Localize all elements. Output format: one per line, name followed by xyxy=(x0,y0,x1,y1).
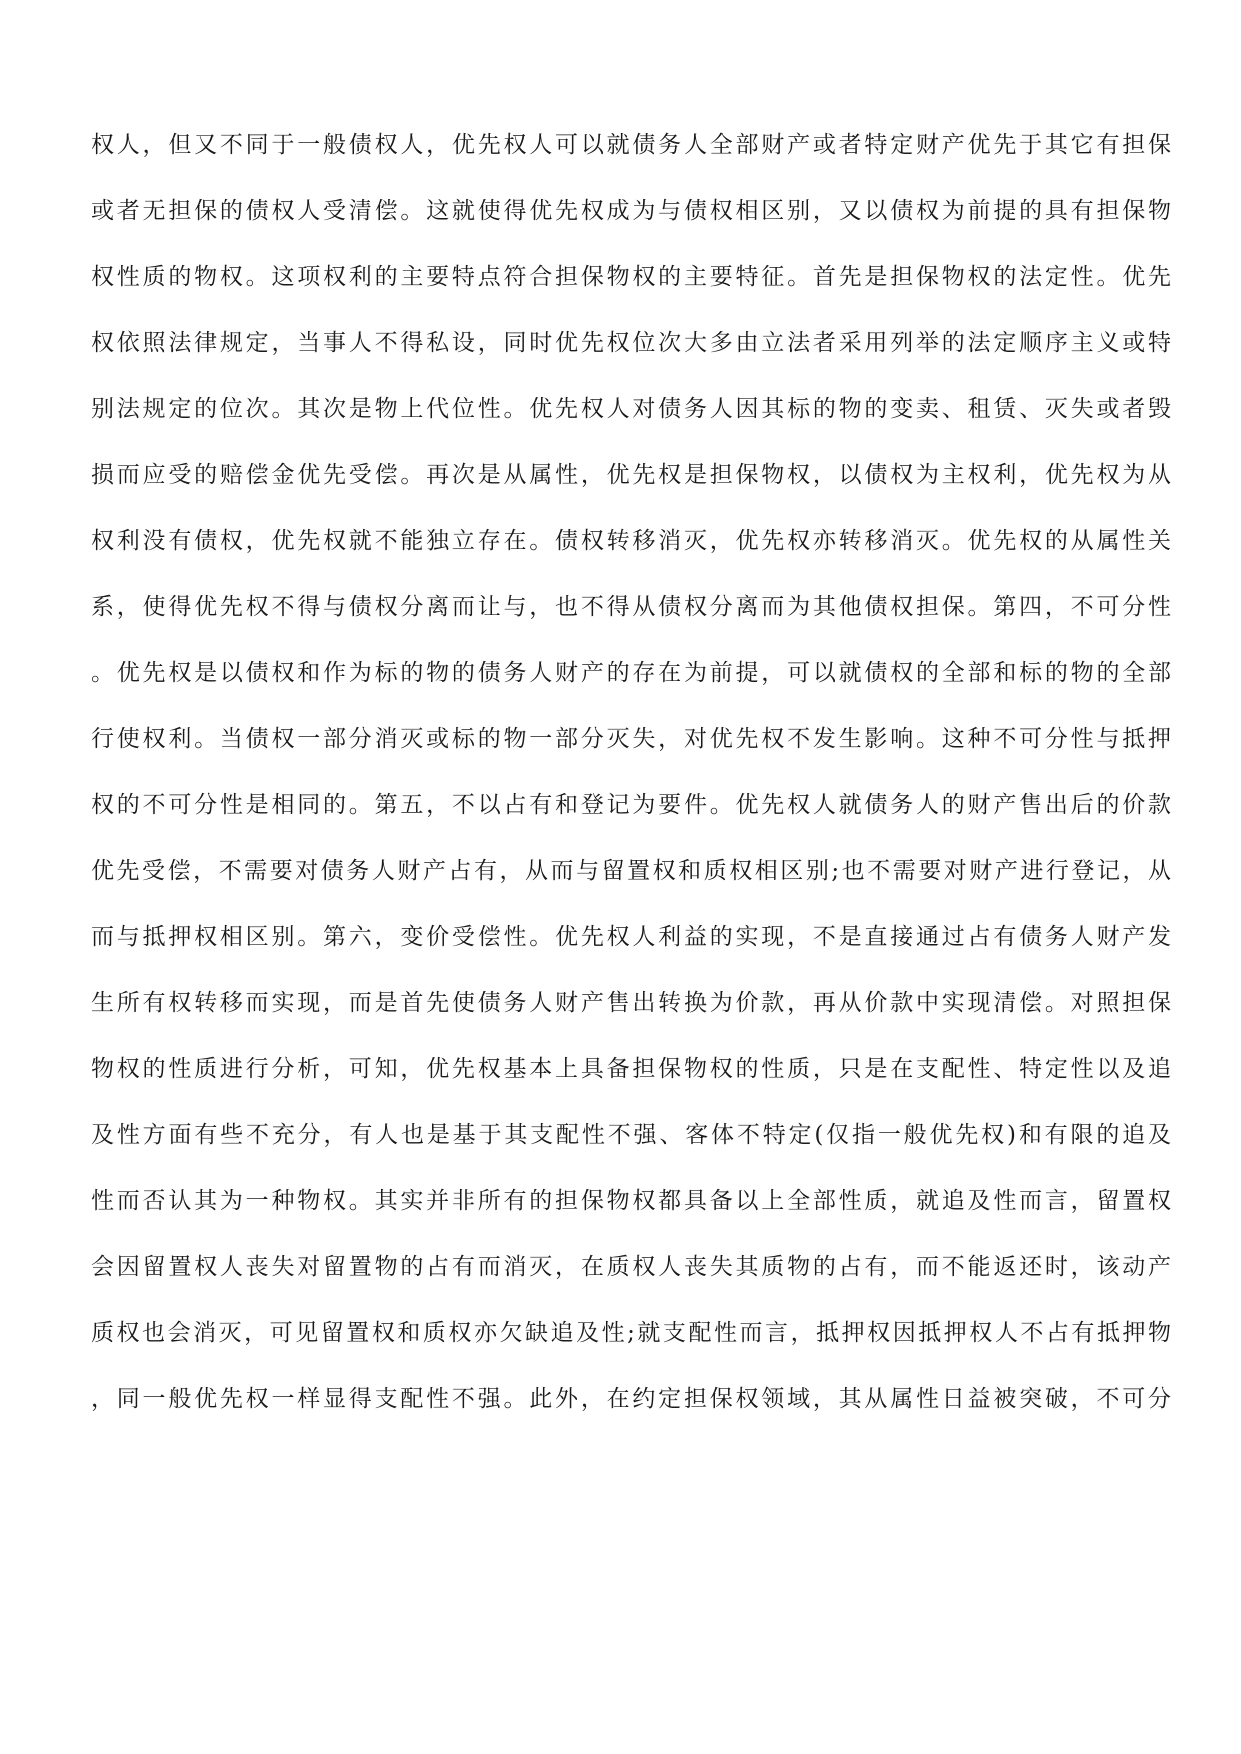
text-line: 损而应受的赔偿金优先受偿。再次是从属性，优先权是担保物权，以债权为主权利，优先权为从 xyxy=(91,462,1171,488)
text-line: 或者无担保的债权人受清偿。这就使得优先权成为与债权相区别，又以债权为前提的具有担保物 xyxy=(91,198,1171,224)
text-line: 会因留置权人丧失对留置物的占有而消灭，在质权人丧失其质物的占有，而不能返还时，该动产 xyxy=(91,1254,1171,1280)
text-line: 质权也会消灭，可见留置权和质权亦欠缺追及性;就支配性而言，抵押权因抵押权人不占有抵押物 xyxy=(91,1320,1171,1346)
text-line: 性而否认其为一种物权。其实并非所有的担保物权都具备以上全部性质，就追及性而言，留置权 xyxy=(91,1188,1171,1214)
text-line: 生所有权转移而实现，而是首先使债务人财产售出转换为价款，再从价款中实现清偿。对照担保 xyxy=(91,990,1171,1016)
text-line: 别法规定的位次。其次是物上代位性。优先权人对债务人因其标的物的变卖、租赁、灭失或者毁 xyxy=(91,396,1171,422)
text-line: 权人，但又不同于一般债权人，优先权人可以就债务人全部财产或者特定财产优先于其它有担保 xyxy=(91,132,1171,158)
text-line: 。优先权是以债权和作为标的物的债务人财产的存在为前提，可以就债权的全部和标的物的全部 xyxy=(91,660,1171,686)
text-line: 及性方面有些不充分，有人也是基于其支配性不强、客体不特定(仅指一般优先权)和有限的追及 xyxy=(91,1122,1171,1148)
text-line: 权的不可分性是相同的。第五，不以占有和登记为要件。优先权人就债务人的财产售出后的价款 xyxy=(91,792,1171,818)
text-line: 权性质的物权。这项权利的主要特点符合担保物权的主要特征。首先是担保物权的法定性。优先 xyxy=(91,264,1171,290)
text-line: 物权的性质进行分析，可知，优先权基本上具备担保物权的性质，只是在支配性、特定性以及追 xyxy=(91,1056,1171,1082)
text-line: 系，使得优先权不得与债权分离而让与，也不得从债权分离而为其他债权担保。第四，不可分性 xyxy=(91,594,1171,620)
body-text xyxy=(91,112,1171,1432)
text-line: 而与抵押权相区别。第六，变价受偿性。优先权人利益的实现，不是直接通过占有债务人财产发 xyxy=(91,924,1171,950)
text-line: 优先受偿，不需要对债务人财产占有，从而与留置权和质权相区别;也不需要对财产进行登记，从 xyxy=(91,858,1171,884)
text-line: 行使权利。当债权一部分消灭或标的物一部分灭失，对优先权不发生影响。这种不可分性与抵押 xyxy=(91,726,1171,752)
text-line: 权依照法律规定，当事人不得私设，同时优先权位次大多由立法者采用列举的法定顺序主义或特 xyxy=(91,330,1171,356)
text-line: 权利没有债权，优先权就不能独立存在。债权转移消灭，优先权亦转移消灭。优先权的从属性关 xyxy=(91,528,1171,554)
text-line: ，同一般优先权一样显得支配性不强。此外，在约定担保权领域，其从属性日益被突破，不可分 xyxy=(91,1386,1171,1412)
